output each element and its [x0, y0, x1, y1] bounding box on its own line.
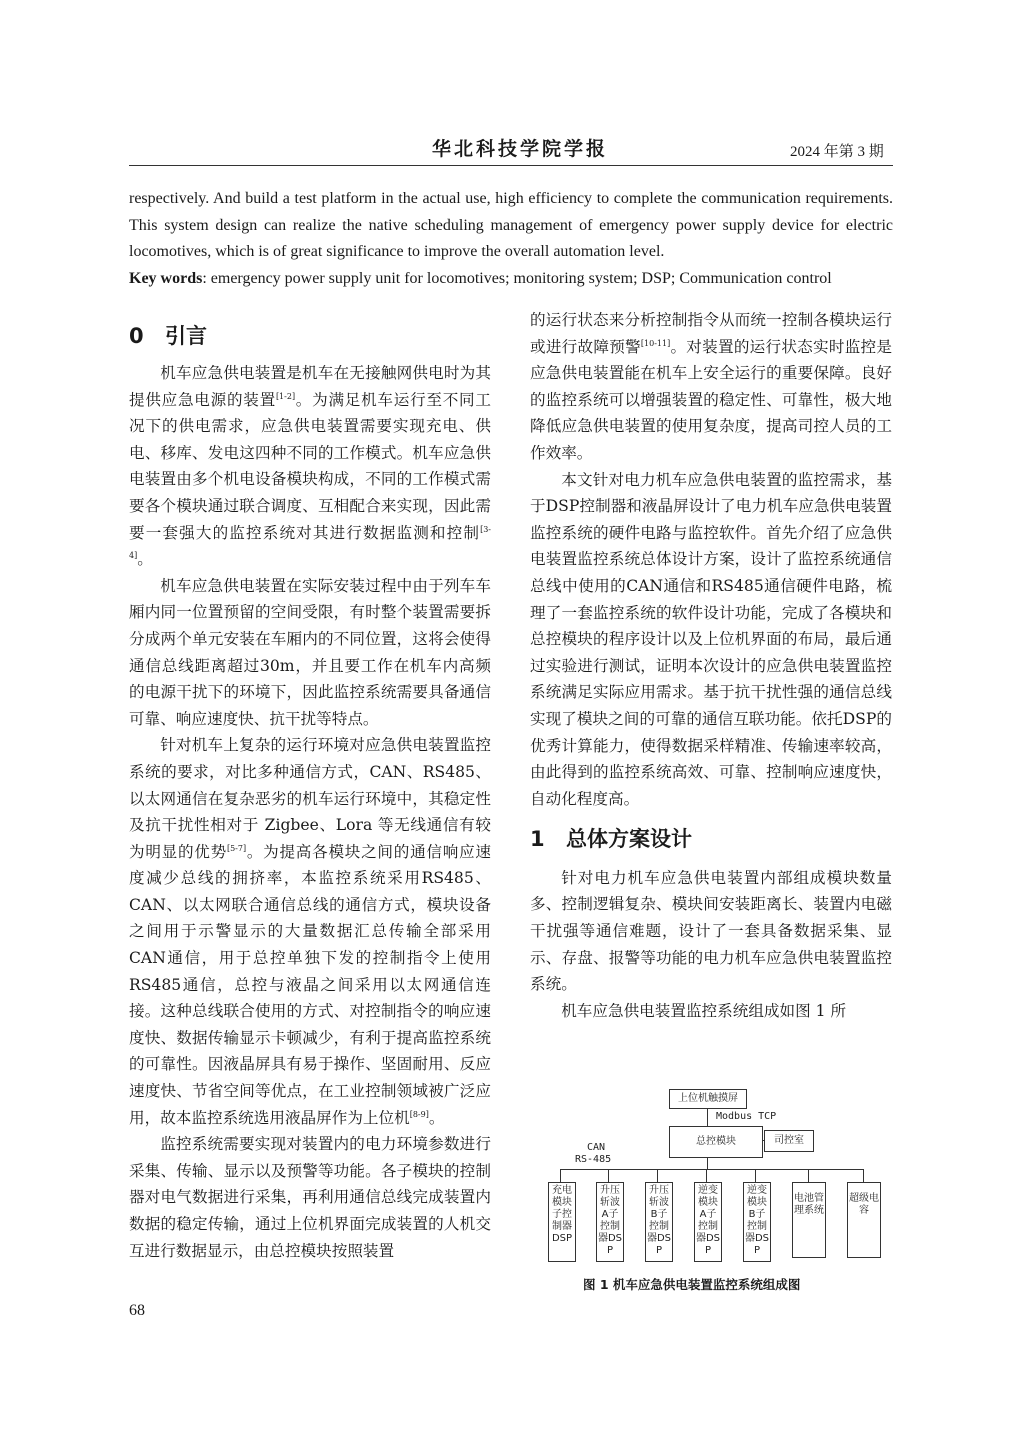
module-box: 充电模块子控制器DSP	[548, 1182, 576, 1262]
paragraph: 本文针对电力机车应急供电装置的监控需求，基于DSP控制器和液晶屏设计了电力机车应急供电装置监控系统的硬件电路与监控软件。首先介绍了应急供电装置监控系统总体设计方案，设计了监控系统通信总线中使用的CAN通信和RS485通信硬件电路，梳理了一套监控系统的软件设计功能，完成了各模块和总控模块的程序设计以及上位机界面的布局，最后通过实验进行测试，证明本次设计的应急供电装置监控系统满足实际应用需求。基于抗干扰性强的通信总线实现了模块之间的可靠的通信互联功能。依托DSP的优秀计算能力，使得数据采样精准、传输速率较高，由此得到的监控系统高效、可靠、控制响应速度快，自动化程度高。	[530, 470, 892, 808]
driver-cab-box: 司控室	[764, 1130, 814, 1152]
section-1-heading	[530, 826, 892, 853]
section-0-number: 0	[129, 324, 144, 348]
master-control-box: 总控模块	[669, 1126, 763, 1158]
module-box: 升压斩波B子控制器DSP	[645, 1182, 673, 1262]
connector	[560, 1169, 561, 1182]
section-1-number: 1	[530, 827, 545, 852]
connector	[608, 1169, 609, 1182]
keywords-line	[129, 266, 893, 293]
paragraph: 针对机车上复杂的运行环境对应急供电装置监控系统的要求，对比多种通信方式，CAN、RS485、以太网通信在复杂恶劣的机车运行环境中，其稳定性及抗干扰性相对于 Zigbee、Lora 等无线通信有较为明显的优势[5-7]。为提高各模块之间的通信响应速度减少总线的拥挤率，本监控系统采用RS485、CAN、以太网联合通信总线的通信方式，模块设备之间用于示警显示的大量数据汇总传输全部采用CAN通信，用于总控单独下发的控制指令上使用RS485通信，总控与液晶之间采用以太网通信连接。这种总线联合使用的方式、对控制指令的响应速度快、数据传输显示卡顿减少，有利于提高监控系统的可靠性。因液晶屏具有易于操作、坚固耐用、反应速度快、节省空间等优点，在工业控制领域被广泛应用，故本监控系统选用液晶屏作为上位机[8-9]。	[129, 736, 491, 1127]
keywords-label: Key words	[129, 269, 203, 287]
citation: [5-7]	[226, 843, 247, 853]
citation: [1-2]	[275, 391, 296, 401]
module-box: 电池管理系统	[792, 1182, 826, 1258]
bus-line	[560, 1169, 864, 1170]
abstract-text: respectively. And build a test platform in the actual use, high efficiency to complete the communication requirements. This system design can realize the native scheduling management of emergency power supply device for electric locomotives, which is of great significance to improve the overall automation level.	[129, 190, 893, 260]
touchscreen-box: 上位机触摸屏	[669, 1089, 747, 1109]
section-1-title: 总体方案设计	[566, 827, 692, 852]
citation: [3-4]	[129, 524, 491, 561]
section-0-title: 引言	[165, 324, 207, 348]
connector	[863, 1169, 864, 1182]
link-label: Modbus TCP	[716, 1111, 777, 1122]
citation: [10-11]	[640, 338, 671, 348]
keywords-text: : emergency power supply unit for locomotives; monitoring system; DSP; Communication control	[202, 269, 832, 287]
connector	[707, 1157, 708, 1169]
figure-caption: 图 1 机车应急供电装置监控系统组成图	[583, 1277, 801, 1292]
module-box: 升压斩波A子控制器DSP	[596, 1182, 624, 1262]
connector	[755, 1169, 756, 1182]
citation: [8-9]	[409, 1109, 429, 1119]
paragraph: 的运行状态来分析控制指令从而统一控制各模块运行或进行故障预警[10-11]。对装置的运行状态实时监控是应急供电装置能在机车上安全运行的重要保障。良好的监控系统可以增强装置的稳定性、可靠性，极大地降低应急供电装置的使用复杂度，提高司控人员的工作效率。	[530, 311, 892, 462]
journal-title: 华北科技学院学报	[432, 138, 609, 160]
bus-label-rs485: RS-485	[575, 1154, 612, 1165]
left-column	[129, 360, 491, 1264]
section-0-heading	[129, 320, 207, 350]
system-diagram	[540, 1083, 900, 1273]
paragraph: 机车应急供电装置是机车在无接触网供电时为其提供应急电源的装置[1-2]。为满足机车运行至不同工况下的供电需求，应急供电装置需要实现充电、供电、移库、发电这四种不同的工作模式。机车应急供电装置由多个机电设备模块构成，不同的工作模式需要各个模块通过联合调度、互相配合来实现，因此需要一套强大的监控系统对其进行数据监测和控制[3-4]。	[129, 364, 491, 569]
paragraph: 机车应急供电装置在实际安装过程中由于列车车厢内同一位置预留的空间受限，有时整个装置需要拆分成两个单元安装在车厢内的不同位置，这将会使得通信总线距离超过30m，并且要工作在机车内高频的电源干扰下的环境下，因此监控系统需要具备通信可靠、响应速度快、抗干扰等特点。	[129, 576, 491, 728]
bus-label-can: CAN	[587, 1142, 606, 1153]
paragraph: 针对电力机车应急供电装置内部组成模块数量多、控制逻辑复杂、模块间安装距离长、装置内电磁干扰强等通信难题，设计了一套具备数据采集、显示、存盘、报警等功能的电力机车应急供电装置监控系统。	[530, 868, 892, 994]
connector	[706, 1169, 707, 1182]
connector	[808, 1169, 809, 1182]
header-rule	[129, 165, 893, 166]
page-number: 68	[129, 1302, 145, 1319]
right-column	[530, 307, 892, 1024]
connector	[657, 1169, 658, 1182]
abstract-block	[129, 186, 893, 292]
paragraph: 机车应急供电装置监控系统组成如图 1 所	[561, 1001, 847, 1020]
module-box: 超级电容	[847, 1182, 881, 1258]
paragraph: 监控系统需要实现对装置内的电力环境参数进行采集、传输、显示以及预警等功能。各子模块的控制器对电气数据进行采集，再利用通信总线完成装置内数据的稳定传输，通过上位机界面完成装置的人机交互进行数据显示，由总控模块按照装置	[129, 1135, 491, 1260]
connector	[707, 1108, 708, 1126]
issue-label: 2024 年第 3 期	[790, 144, 884, 160]
module-box: 逆变模块A子控制器DSP	[694, 1182, 722, 1262]
module-box: 逆变模块B子控制器DSP	[743, 1182, 771, 1262]
